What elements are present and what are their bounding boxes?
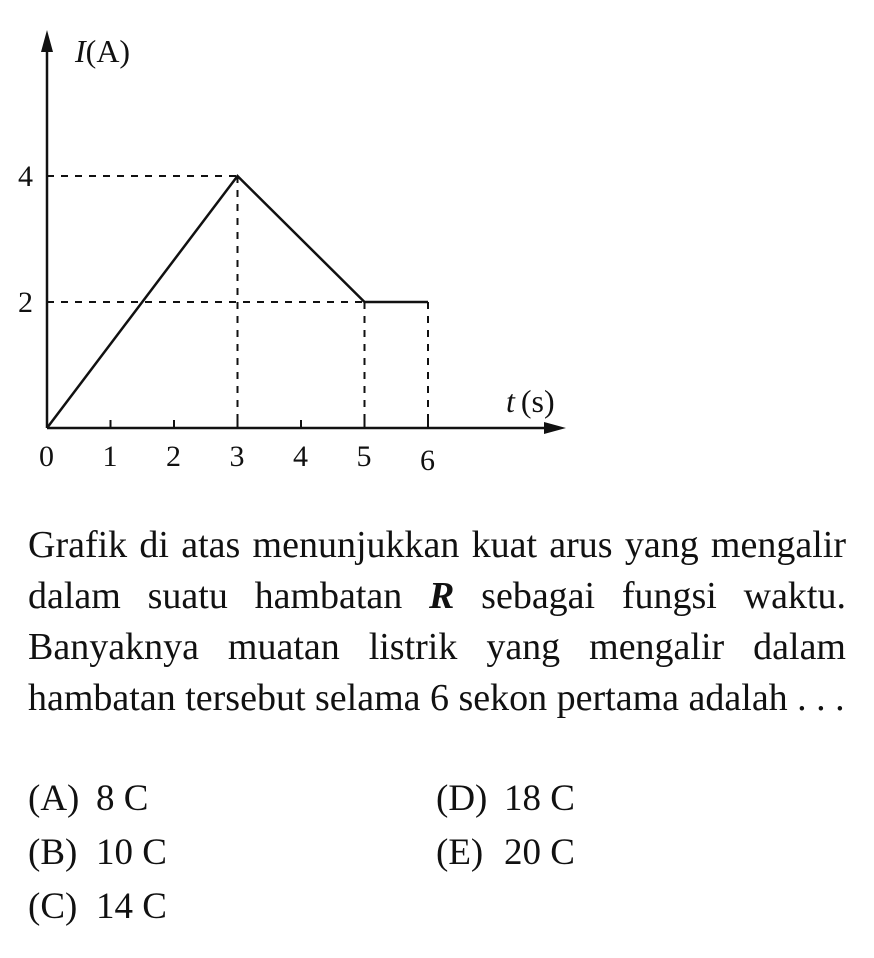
x-tick-label-4: 4 <box>293 440 308 473</box>
resistance-symbol: R <box>429 575 455 617</box>
option-a[interactable]: (A) 8 C <box>28 778 149 819</box>
x-tick-label-0: 0 <box>39 440 54 473</box>
y-axis-label: I(A) <box>75 33 131 69</box>
question-text: Grafik di atas menunjukkan kuat arus yang mengalir dalam suatu hambatan R sebagai fungsi waktu. Banyaknya muatan listrik yang mengalir dalam hambatan tersebut selama 6 sekon pertama adalah . . . <box>28 524 846 719</box>
option-e[interactable]: (E) 20 C <box>436 832 575 873</box>
option-d[interactable]: (D) 18 C <box>436 778 575 819</box>
option-b[interactable]: (B) 10 C <box>28 832 167 873</box>
x-tick-label-1: 1 <box>102 440 118 473</box>
x-axis-label: t (s) <box>506 383 555 419</box>
x-tick-label-5: 5 <box>356 440 372 473</box>
x-tick-label-6: 6 <box>420 444 435 477</box>
x-tick-label-3: 3 <box>229 440 245 473</box>
y-tick-label-4: 4 <box>18 160 33 193</box>
y-ticks <box>18 160 33 319</box>
option-c[interactable]: (C) 14 C <box>28 886 167 927</box>
y-tick-label-2: 2 <box>18 286 33 319</box>
x-tick-label-2: 2 <box>166 440 181 473</box>
y-axis-arrow <box>41 30 53 52</box>
answer-options <box>28 772 846 934</box>
x-axis-arrow <box>544 422 566 434</box>
